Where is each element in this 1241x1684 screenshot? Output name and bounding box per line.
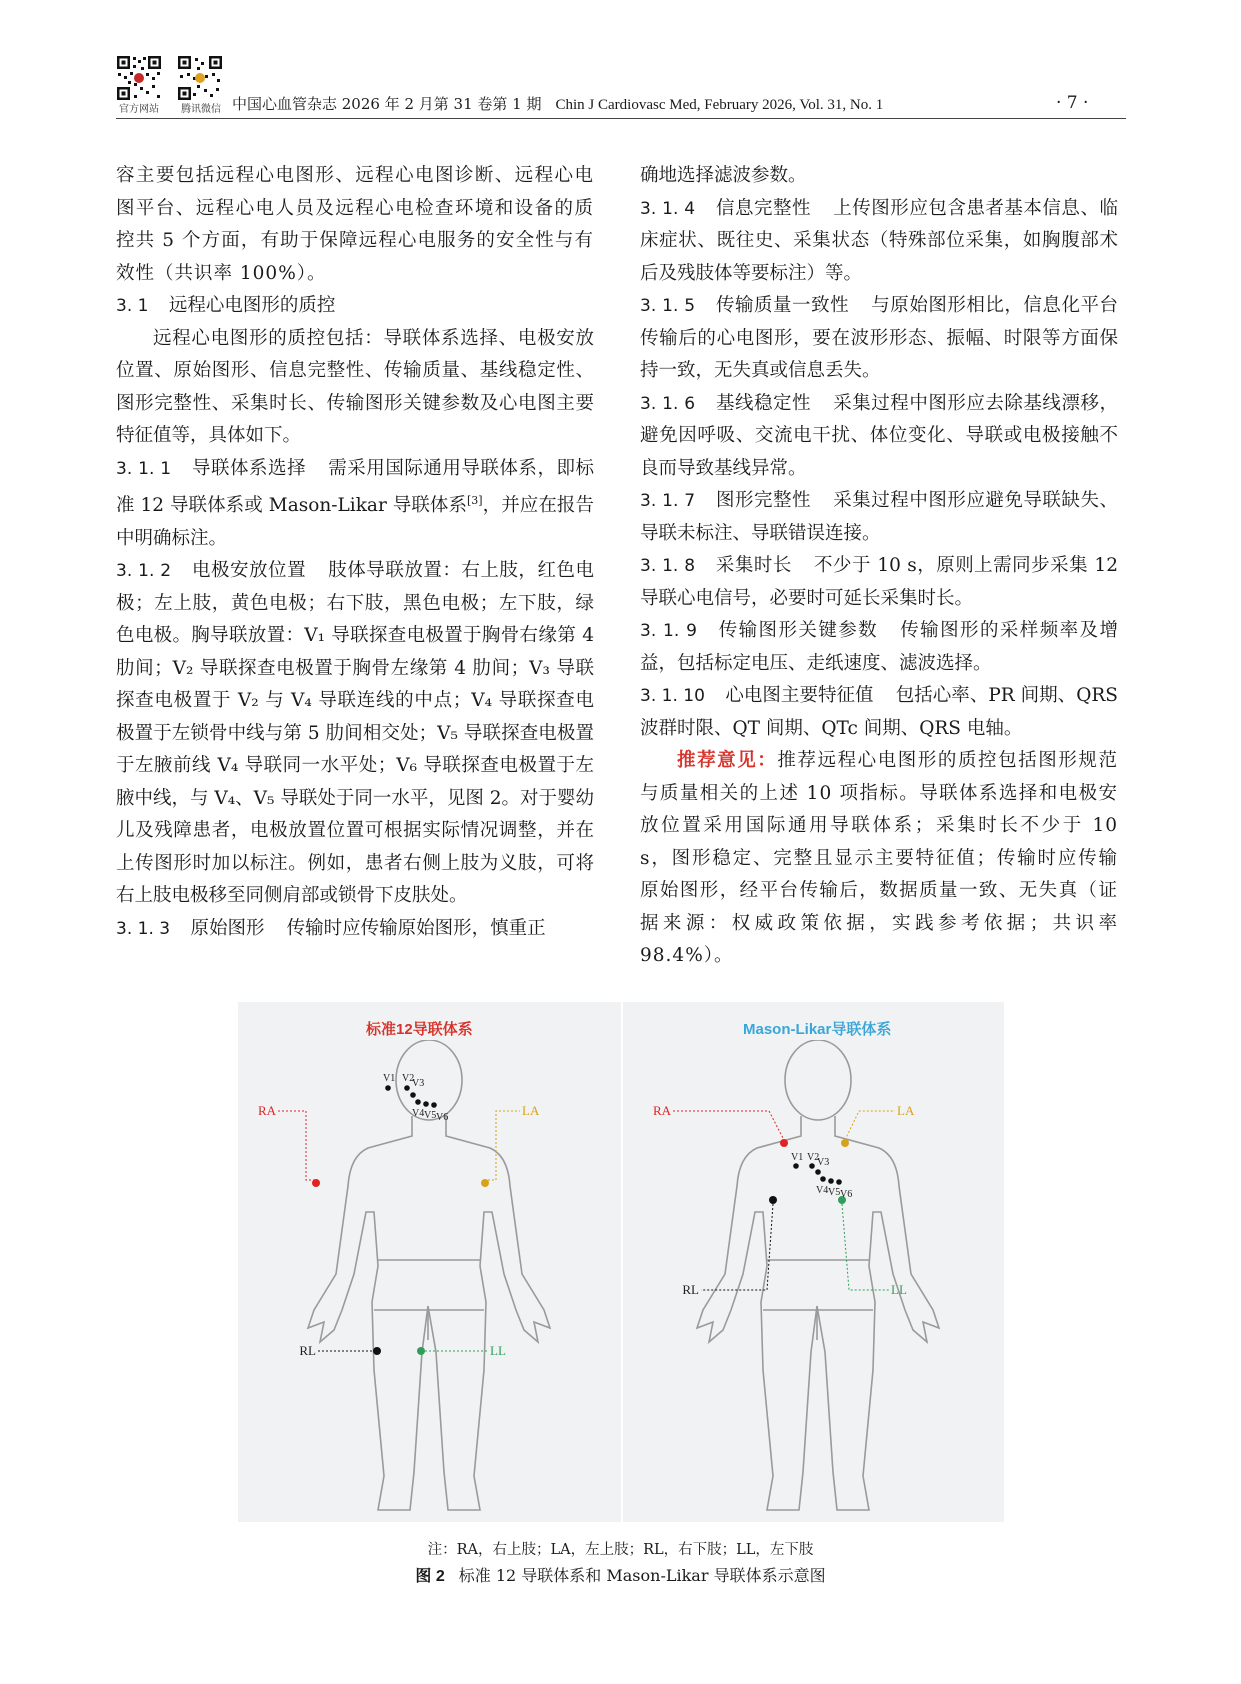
section-title: 信息完整性 [715, 197, 812, 219]
la-label-right: LA [897, 1103, 915, 1118]
section-body: 需采用国际通用导联体系，即标准 12 导联体系或 Mason-Likar 导联体系 [116, 457, 594, 517]
v6-electrode-right [836, 1179, 842, 1185]
section-body: 采集过程中图形应去除基线漂移，避免因呼吸、交流电干扰、体位变化、导联或电极接触不良而导致基线异常。 [640, 392, 1118, 479]
rl-label-right: RL [682, 1282, 699, 1297]
v4-label-left: V4 [412, 1108, 425, 1119]
section-number: 3. 1. 9 [640, 621, 697, 641]
section-3-1-3-paragraph [116, 913, 594, 946]
v5-electrode-right [828, 1178, 834, 1184]
rl-label-left: RL [299, 1343, 316, 1358]
section-number: 3. 1. 8 [640, 556, 696, 576]
section-body: 与原始图形相比，信息化平台传输后的心电图形，要在波形形态、振幅、时限等方面保持一致，无失真或信息丢失。 [640, 295, 1118, 381]
section-title: 传输图形关键参数 [717, 620, 879, 641]
qr-website-label: 官方网站 [119, 104, 159, 115]
v4-label-right: V4 [816, 1185, 829, 1196]
section-number: 3. 1. 3 [116, 918, 171, 939]
mason-likar-diagram [623, 1040, 1004, 1520]
v2-electrode-right [809, 1163, 815, 1169]
citation-ref[interactable]: [3] [467, 494, 483, 507]
section-3-1-heading [116, 290, 594, 323]
v5-electrode-left [423, 1101, 429, 1107]
section-body: 包括心率、PR 间期、QRS 波群时限、QT 间期、QTc 间期、QRS 电轴。 [640, 685, 1118, 739]
recommendation-text: 推荐远程心电图形的质控包括图形规范与质量相关的上述 10 项指标。导联体系选择和电极安放位置采用国际通用导联体系；采集时长不少于 10 s，图形稳定、完整且显示主要特征值；传输时应传输原始图形，经平台传输后，数据质量一致、无失真（证据来源：权威政策依据，实践参考依据；共识率 98.4%）。 [640, 750, 1118, 966]
section-title: 图形完整性 [715, 490, 812, 511]
section-title: 电极安放位置 [191, 560, 307, 582]
rl-leader-right [701, 1204, 773, 1290]
ra-label-left: RA [257, 1103, 276, 1118]
intro-paragraph: 容主要包括远程心电图形、远程心电图诊断、远程心电图平台、远程心电人员及远程心电检查环境和设备的质控共 5 个方面，有助于保障远程心电服务的安全性与有效性（共识率 100%）。 [116, 165, 594, 284]
section-body: 肢体导联放置：右上肢，红色电极；左上肢，黄色电极；右下肢，黑色电极；左下肢，绿色电极。胸导联放置：V₁ 导联探查电极置于胸骨右缘第 4 肋间；V₂ 导联探查电极置于胸骨左缘第 4 肋间；V₃ 导联探查电极置于 V₂ 与 V₄ 导联连线的中点；V₄ 导联探查电极置于左锁骨中线与第 5 肋间相交处；V₅ 导联探查电极置于左腋前线 V₄ 导联同一水平处；V₆ 导联探查电极置于左腋中线，与 V₄、V₅ 导联处于同一水平，见图 2。对于婴幼儿及残障患者，电极放置位置可根据实际情况调整，并在上传图形时加以标注。例如，患者右侧上肢为义肢，可将右上肢电极移至同侧肩部或锁骨下皮肤处。 [116, 560, 594, 907]
v3-label-left: V3 [412, 1078, 425, 1089]
section-body: 上传图形应包含患者基本信息、临床症状、既往史、采集状态（特殊部位采集，如胸腹部术后及残肢体等要标注）等。 [640, 197, 1118, 284]
section-3-1-1-paragraph [116, 453, 594, 556]
section-title: 采集时长 [715, 555, 792, 576]
qr-code-website-icon [116, 55, 162, 101]
figure-note: 注：RA，右上肢；LA，左上肢；RL，右下肢；LL，左下肢 [427, 1542, 814, 1558]
section-number: 3. 1. 5 [640, 296, 696, 316]
section-number: 3. 1. 4 [640, 198, 696, 219]
ra-leader-right [673, 1111, 784, 1140]
qr-code-wechat-icon [177, 55, 223, 101]
section-3-1-paragraph: 远程心电图形的质控包括：导联体系选择、电极安放位置、原始图形、信息完整性、传输质量、基线稳定性、图形完整性、采集时长、传输图形关键参数及心电图主要特征值等，具体如下。 [116, 327, 594, 446]
standard-12-lead-title: 标准12导联体系 [366, 1021, 473, 1038]
recommendation-label: 推荐意见： [677, 750, 778, 771]
header-rule [116, 118, 1126, 119]
section-3-1-7-paragraph [640, 485, 1118, 550]
qr-wechat-label: 腾讯微信 [181, 104, 221, 115]
v6-label-left: V6 [436, 1112, 449, 1123]
section-title: 远程心电图形的质控 [168, 295, 336, 316]
v1-electrode-right [793, 1163, 799, 1169]
section-3-1-6-paragraph [640, 388, 1118, 486]
ll-label-left: LL [490, 1343, 506, 1358]
v5-label-left: V5 [424, 1110, 437, 1121]
section-title: 基线稳定性 [715, 392, 812, 414]
continued-paragraph: 确地选择滤波参数。 [640, 165, 807, 186]
ll-label-right: LL [891, 1282, 907, 1297]
la-electrode-left [481, 1179, 489, 1187]
la-leader-right [845, 1111, 895, 1140]
section-body: 采集过程中图形应避免导联缺失、导联未标注、导联错误连接。 [640, 490, 1118, 544]
figure-caption-text: 标准 12 导联体系和 Mason-Likar 导联体系示意图 [458, 1566, 826, 1585]
v6-electrode-left [431, 1102, 437, 1108]
section-number: 3. 1. 1 [116, 458, 172, 479]
section-3-1-5-paragraph [640, 290, 1118, 388]
v2-electrode-left [404, 1085, 410, 1091]
section-number: 3. 1. 7 [640, 491, 696, 511]
ra-label-right: RA [652, 1103, 671, 1118]
section-title: 传输质量一致性 [715, 295, 850, 316]
mason-likar-leads [653, 1103, 915, 1297]
la-leader-left [488, 1111, 520, 1180]
section-number: 3. 1. 10 [640, 686, 705, 706]
section-body: 传输图形的采样频率及增益，包括标定电压、走纸速度、滤波选择。 [640, 620, 1118, 674]
section-number: 3. 1. 6 [640, 393, 696, 414]
la-electrode-right [841, 1139, 849, 1147]
right-text-column [640, 160, 1118, 973]
section-3-1-9-paragraph [640, 615, 1118, 680]
standard-12-lead-diagram [238, 1040, 621, 1520]
v1-electrode-left [385, 1085, 391, 1091]
v1-label-left: V1 [383, 1073, 396, 1084]
section-number: 3. 1 [116, 296, 149, 316]
ra-leader-left [278, 1111, 316, 1180]
standard-leads [258, 1073, 540, 1358]
v2-label-left: V2 [402, 1073, 415, 1084]
section-3-1-8-paragraph [640, 550, 1118, 615]
section-body: 不少于 10 s，原则上需同步采集 12 导联心电信号，必要时可延长采集时长。 [640, 555, 1118, 609]
figure-caption [0, 1563, 1241, 1586]
section-number: 3. 1. 2 [116, 561, 172, 582]
section-title: 导联体系选择 [191, 457, 307, 479]
journal-name-cn: 中国心血管杂志 2026 年 2 月第 31 卷第 1 期 [232, 95, 542, 113]
section-body: ，并应在报告中明确标注。 [116, 495, 594, 549]
section-3-1-10-paragraph [640, 680, 1118, 745]
la-label-left: LA [522, 1103, 540, 1118]
v4-electrode-left [415, 1099, 421, 1105]
v3-label-right: V3 [817, 1157, 830, 1168]
v3-electrode-left [410, 1092, 416, 1098]
recommendation-paragraph [640, 745, 1118, 973]
rl-electrode-right [769, 1196, 777, 1204]
v2-label-right: V2 [807, 1152, 820, 1163]
page-number: · 7 · [1056, 93, 1089, 113]
section-3-1-2-paragraph [116, 555, 594, 913]
section-3-1-4-paragraph [640, 193, 1118, 291]
section-title: 原始图形 [190, 917, 265, 939]
running-header [232, 94, 897, 115]
journal-name-en: Chin J Cardiovasc Med, February 2026, Vol. 31, No. 1 [555, 97, 884, 113]
figure-label: 图 2 [415, 1568, 445, 1585]
section-title: 心电图主要特征值 [725, 685, 874, 706]
v3-electrode-right [815, 1169, 821, 1175]
section-body: 传输时应传输原始图形，慎重正 [286, 917, 546, 939]
rl-electrode-left [373, 1347, 381, 1355]
mason-likar-title: Mason-Likar导联体系 [743, 1021, 892, 1038]
v1-label-right: V1 [791, 1152, 804, 1163]
v4-electrode-right [820, 1176, 826, 1182]
ra-electrode-right [780, 1139, 788, 1147]
ll-electrode-left [417, 1347, 425, 1355]
v5-label-right: V5 [828, 1187, 841, 1198]
left-text-column [116, 160, 594, 945]
v6-label-right: V6 [840, 1189, 853, 1200]
